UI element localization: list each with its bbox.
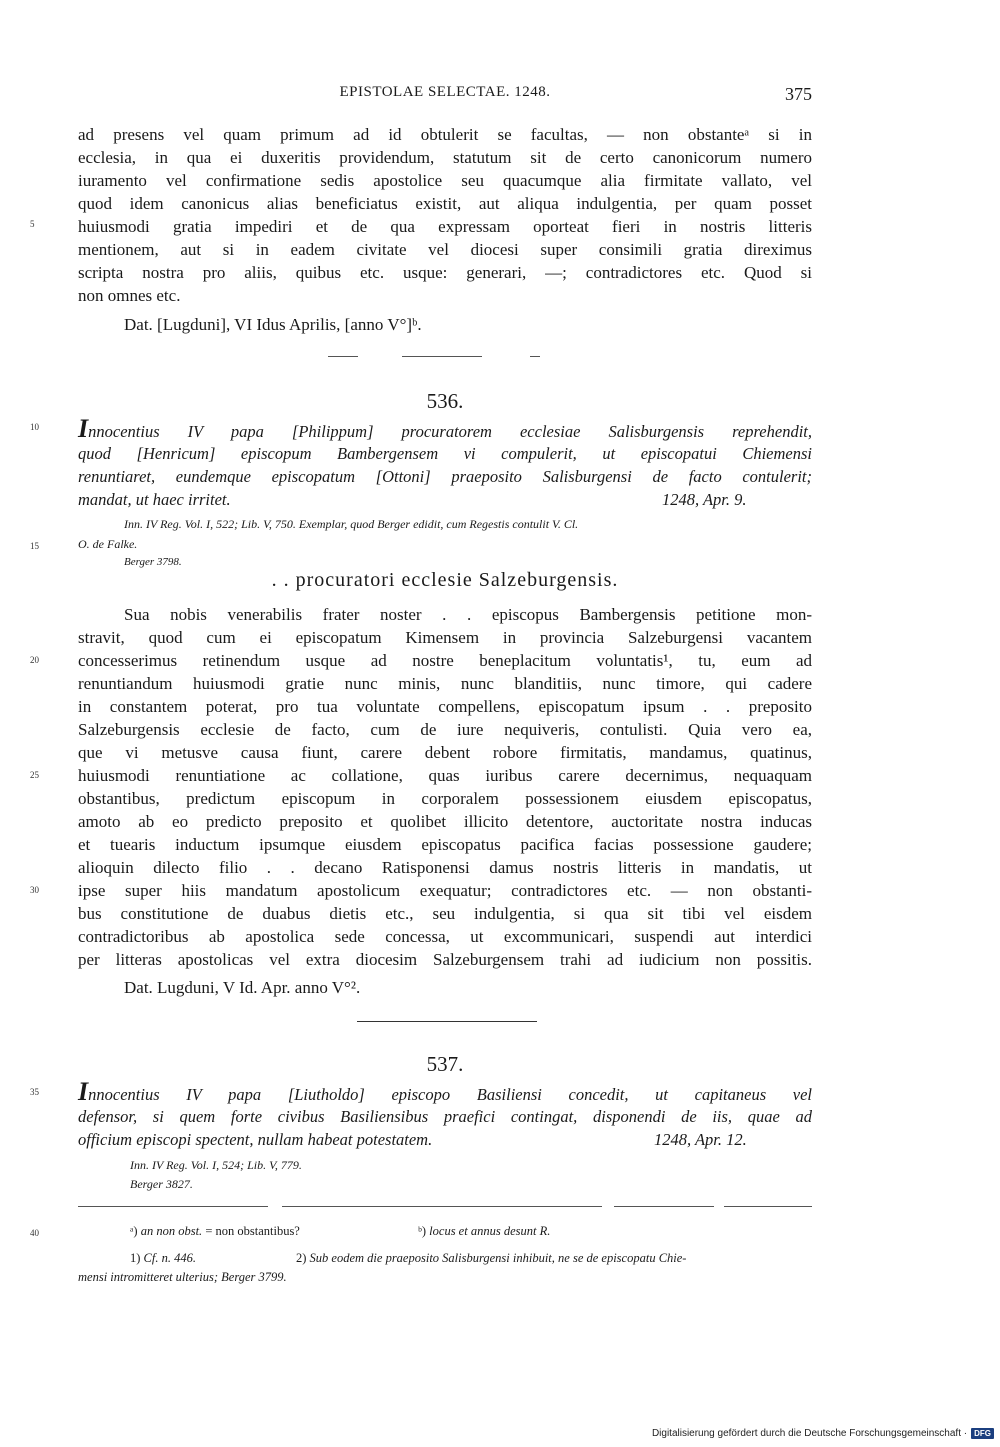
text-line: non omnes etc. (78, 286, 181, 305)
footnote-separator (282, 1206, 602, 1207)
footnote-separator (724, 1206, 812, 1207)
source-citation: Berger 3798. (124, 556, 182, 568)
footnote-mark: ᵃ) (130, 1224, 138, 1238)
line-number-30: 30 (30, 885, 39, 895)
drop-cap: I (78, 1077, 89, 1106)
regest-line: defensor, si quem forte civibus Basiliensibus praefici contingat, disponendi de iis, quae ad (78, 1107, 812, 1126)
footnote-2-continued (78, 1270, 287, 1285)
separator-dash (530, 356, 540, 357)
regest-text: nnocentius IV papa [Liutholdo] episcopo Basiliensi concedit, ut capitaneus vel (88, 1085, 812, 1104)
text-line: in constantem poterat, pro tua voluntate compellens, episcopatum ipsum . . preposito (78, 697, 812, 716)
text-line: et tuearis inductum ipsumque eiusdem episcopatus pacifica facias possessione gaudere; (78, 835, 812, 854)
footnote-2 (296, 1251, 686, 1266)
footnote-text: = non obstantibus? (202, 1224, 300, 1238)
text-line: Salzeburgensis ecclesie de facto, cum de iure nequiveris, contulisti. Quia vero ea, (78, 720, 812, 739)
footnote-mark: ᵇ) (418, 1224, 427, 1238)
regest-text: mandat, ut haec irritet. (78, 490, 231, 509)
regest-line: renuntiaret, eundemque episcopatum [Ottoni] praeposito Salisburgensi de facto contulerit; (78, 467, 812, 486)
line-number-10: 10 (30, 422, 39, 432)
text-line: concesserimus retinendum usque ad nostre beneplacitum voluntatis¹, tu, eum ad (78, 651, 812, 670)
text-line: contradictoribus ab apostolica sede concessa, ut excommunicari, suspendi aut interdici (78, 927, 812, 946)
footnote-text: mensi intromitteret ulterius; Berger 3799. (78, 1270, 287, 1284)
separator-dash (328, 356, 358, 357)
source-citation: Berger 3827. (130, 1177, 193, 1191)
regest-text: officium episcopi spectent, nullam habeat potestatem. (78, 1130, 433, 1149)
text-line: ad presens vel quam primum ad id obtulerit se facultas, — non obstanteᵃ si in (78, 125, 812, 144)
dat-line: Dat. [Lugduni], VI Idus Aprilis, [anno V°]ᵇ. (124, 315, 422, 334)
addressee: . . procuratori ecclesie Salzeburgensis. (271, 569, 619, 591)
regest-date: 1248, Apr. 9. (662, 490, 747, 509)
section-rule (357, 1021, 537, 1022)
regest-line (78, 414, 812, 443)
line-number-5: 5 (30, 219, 35, 229)
credit-text: Digitalisierung gefördert durch die Deutsche Forschungsgemeinschaft · (651, 1428, 968, 1439)
text-line: mentionem, aut si in eadem civitate vel diocesi super consimili gratia direximus (78, 240, 812, 259)
document-number: 537. (426, 1052, 464, 1076)
line-number-40: 40 (30, 1228, 39, 1238)
page-header (78, 84, 812, 108)
footnote-separator (78, 1206, 268, 1207)
text-line: Sua nobis venerabilis frater noster . . episcopus Bambergensis petitione mon- (124, 605, 812, 624)
document-number: 536. (426, 389, 464, 413)
source-citation: Inn. IV Reg. Vol. I, 524; Lib. V, 779. (130, 1158, 302, 1172)
footnote-mark: 1) (130, 1251, 141, 1265)
text-line: que vi metusve causa fiunt, carere debent robore firmitatis, mandamus, quatinus, (78, 743, 812, 762)
text-line: scripta nostra pro aliis, quibus etc. usque: generari, —; contradictores etc. Quod si (78, 263, 812, 282)
text-line: quod idem canonicus alias beneficiatus existit, aut aliqua indulgentia, per quam posset (78, 194, 812, 213)
regest-line (78, 1077, 812, 1106)
footnote-a (130, 1224, 300, 1239)
text-line: stravit, quod cum ei episcopatum Kimensem in provincia Salzeburgensi vacantem (78, 628, 812, 647)
footnote-1 (130, 1251, 196, 1266)
footnote-text: Cf. n. 446. (143, 1251, 196, 1265)
footnote-text: locus et annus desunt R. (429, 1224, 551, 1238)
regest-line (78, 1128, 812, 1151)
text-line: obstantibus, predictum episcopum in corporalem possessionem eiusdem episcopatus, (78, 789, 812, 808)
text-line: huiusmodi gratia impediri et de qua expressam oporteat fieri in nostris litteris (78, 217, 812, 236)
digitization-credit (652, 1428, 994, 1439)
line-number-15: 15 (30, 541, 39, 551)
text-line: ecclesia, in qua ei duxeritis providendum, statutum sit de certo canonicorum numero (78, 148, 812, 167)
footnote-mark: 2) (296, 1251, 307, 1265)
line-number-25: 25 (30, 770, 39, 780)
text-line: alioquin dilecto filio . . decano Ratisponensi damus nostris litteris in mandatis, ut (78, 858, 812, 877)
dfg-logo: DFG (971, 1428, 994, 1439)
text-line: per litteras apostolicas vel extra diocesim Salzeburgensem trahi ad iudicium non possitis. (78, 950, 812, 969)
line-number-20: 20 (30, 655, 39, 665)
text-line: amoto ab eo predicto preposito et quolibet illicito detentore, auctoritate nostra inducas (78, 812, 812, 831)
regest-date: 1248, Apr. 12. (654, 1130, 747, 1149)
regest-line: quod [Henricum] episcopum Bambergensem vi compulerit, ut episcopatui Chiemensi (78, 444, 812, 463)
separator-dash (402, 356, 482, 357)
footnote-b (418, 1224, 550, 1239)
source-citation: Inn. IV Reg. Vol. I, 522; Lib. V, 750. Exemplar, quod Berger edidit, cum Regestis contulit V. Cl. (124, 517, 579, 531)
footnote-text: Sub eodem die praeposito Salisburgensi inhibuit, ne se de episcopatu Chie- (309, 1251, 687, 1265)
line-number-35: 35 (30, 1087, 39, 1097)
text-line: iuramento vel confirmatione sedis apostolice seu quacumque alia firmitate vallato, vel (78, 171, 812, 190)
drop-cap: I (78, 414, 89, 443)
text-line: bus constitutione de duabus dietis etc., seu indulgentia, si qua sit tibi vel eisdem (78, 904, 812, 923)
footnote-text: an non obst. (140, 1224, 203, 1238)
text-line: huiusmodi renuntiatione ac collatione, quas iuribus carere decernimus, nequaquam (78, 766, 812, 785)
text-line: ipse super hiis mandatum apostolicum exequatur; contradictores etc. — non obstanti- (78, 881, 812, 900)
footnote-separator (614, 1206, 714, 1207)
running-title: EPISTOLAE SELECTAE. 1248. (339, 84, 551, 100)
dat-line: Dat. Lugduni, V Id. Apr. anno V°². (124, 978, 361, 997)
page-number: 375 (785, 84, 812, 104)
text-line: renuntiandum huiusmodi gratie nunc minis, nunc blanditiis, nunc timore, qui cadere (78, 674, 812, 693)
regest-text: nnocentius IV papa [Philippum] procuratorem ecclesiae Salisburgensis reprehendit, (88, 422, 812, 441)
source-citation: O. de Falke. (78, 537, 138, 551)
regest-line (78, 488, 812, 511)
